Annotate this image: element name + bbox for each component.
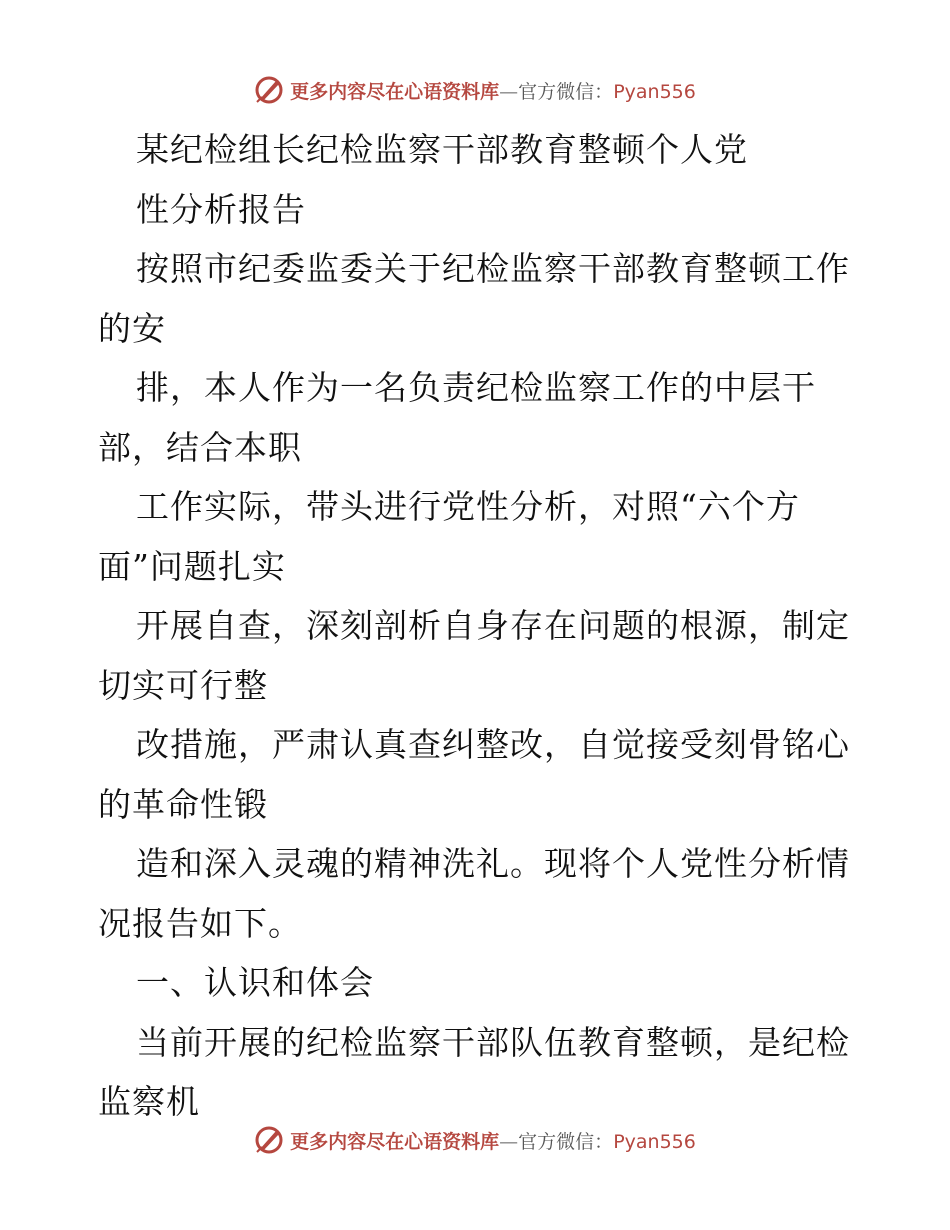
text-line: 切实可行整 bbox=[98, 665, 268, 705]
quill-logo-icon bbox=[254, 1125, 284, 1155]
text-line: 造和深入灵魂的精神洗礼。现将个人党性分析情 bbox=[136, 844, 850, 883]
quill-logo-icon bbox=[254, 75, 284, 105]
banner-main: 更多内容尽在心语资料库 bbox=[290, 80, 500, 103]
text-line: 某纪检组长纪检监察干部教育整顿个人党 bbox=[136, 130, 748, 169]
banner-separator: — bbox=[499, 80, 519, 103]
section-heading: 一、认识和体会 bbox=[136, 963, 374, 1002]
banner-text bbox=[290, 1127, 696, 1154]
text-line: 开展自查，深刻剖析自身存在问题的根源，制定 bbox=[136, 606, 850, 645]
text-line: 的安 bbox=[98, 308, 166, 348]
banner-wechat-label: 官方微信： bbox=[518, 80, 614, 103]
text-line: 改措施，严肃认真查纠整改，自觉接受刻骨铭心 bbox=[136, 725, 850, 764]
banner-wechat-label: 官方微信： bbox=[518, 1130, 614, 1153]
text-line: 的革命性锻 bbox=[98, 784, 268, 824]
footer-banner bbox=[0, 1120, 950, 1160]
banner-main: 更多内容尽在心语资料库 bbox=[290, 1130, 500, 1153]
header-banner bbox=[0, 70, 950, 110]
banner-wechat-id: Pyan556 bbox=[613, 1130, 696, 1153]
text-line: 排，本人作为一名负责纪检监察工作的中层干 bbox=[136, 368, 816, 407]
text-line: 性分析报告 bbox=[136, 189, 306, 229]
text-line: 工作实际，带头进行党性分析，对照“六个方 bbox=[136, 487, 800, 526]
banner-wechat-id: Pyan556 bbox=[613, 80, 696, 103]
text-line: 监察机 bbox=[98, 1082, 200, 1121]
banner-separator: — bbox=[499, 1130, 519, 1153]
text-line: 部，结合本职 bbox=[98, 427, 302, 467]
text-line: 当前开展的纪检监察干部队伍教育整顿，是纪检 bbox=[136, 1022, 850, 1062]
document-body bbox=[98, 120, 868, 1132]
text-line: 按照市纪委监委关于纪检监察干部教育整顿工作 bbox=[136, 249, 850, 288]
text-line: 面”问题扎实 bbox=[98, 546, 286, 586]
text-line: 况报告如下。 bbox=[98, 903, 302, 943]
banner-text bbox=[290, 77, 696, 104]
